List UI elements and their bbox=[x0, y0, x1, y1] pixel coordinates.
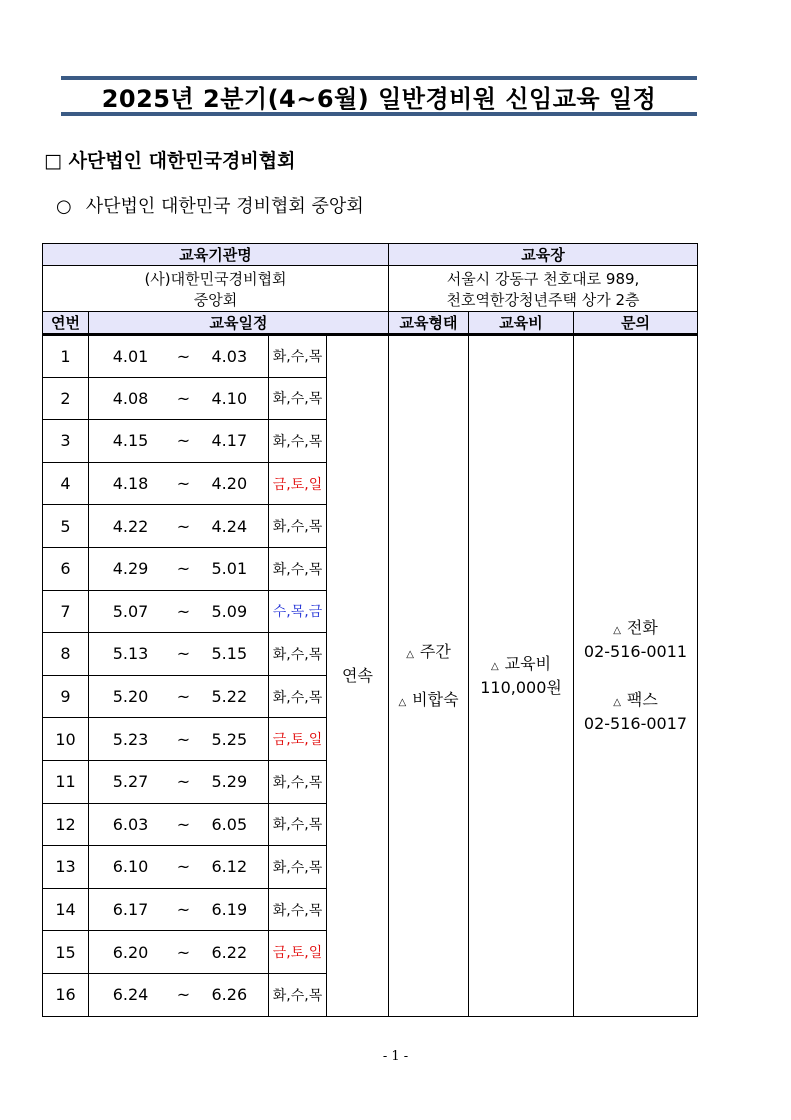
weekdays: 화,수,목 bbox=[269, 760, 327, 803]
row-number: 3 bbox=[43, 420, 89, 463]
date-tilde: ~ bbox=[176, 942, 191, 962]
row-number: 13 bbox=[43, 846, 89, 889]
date-from: 4.29 bbox=[112, 559, 149, 579]
date-from: 5.20 bbox=[112, 687, 149, 707]
date-tilde: ~ bbox=[176, 772, 191, 792]
date-to: 5.25 bbox=[211, 729, 248, 749]
date-to: 5.29 bbox=[211, 772, 248, 792]
phone-label bbox=[574, 616, 697, 640]
date-from: 4.01 bbox=[112, 346, 149, 366]
weekdays: 화,수,목 bbox=[269, 547, 327, 590]
header-org: 교육기관명 bbox=[43, 244, 389, 266]
date-tilde: ~ bbox=[176, 985, 191, 1005]
date-range bbox=[89, 846, 269, 889]
venue-line2: 천호역한강청년주택 상가 2층 bbox=[446, 290, 640, 309]
date-tilde: ~ bbox=[176, 857, 191, 877]
fax-label bbox=[574, 688, 697, 712]
weekdays: 화,수,목 bbox=[269, 377, 327, 420]
date-tilde: ~ bbox=[176, 346, 191, 366]
row-number: 12 bbox=[43, 803, 89, 846]
date-to: 4.03 bbox=[211, 346, 248, 366]
type-item-nonresidential bbox=[389, 688, 468, 712]
sub-heading-text: 사단법인 대한민국 경비협회 중앙회 bbox=[85, 196, 364, 217]
date-tilde: ~ bbox=[176, 814, 191, 834]
date-range bbox=[89, 718, 269, 761]
row-number: 6 bbox=[43, 547, 89, 590]
date-range bbox=[89, 803, 269, 846]
date-to: 4.20 bbox=[211, 474, 248, 494]
date-range bbox=[89, 931, 269, 974]
triangle-bullet-icon: △ bbox=[613, 624, 621, 636]
fax-number: 02-516-0017 bbox=[583, 713, 688, 733]
date-to: 6.05 bbox=[211, 814, 248, 834]
section-heading bbox=[44, 146, 295, 173]
org-name-line2: 중앙회 bbox=[193, 290, 238, 309]
date-from: 5.13 bbox=[112, 644, 149, 664]
weekdays: 화,수,목 bbox=[269, 675, 327, 718]
triangle-bullet-icon: △ bbox=[490, 660, 499, 672]
date-from: 5.07 bbox=[112, 601, 149, 621]
date-to: 6.12 bbox=[211, 857, 248, 877]
date-range bbox=[89, 888, 269, 931]
venue-cell bbox=[389, 266, 698, 312]
date-range bbox=[89, 420, 269, 463]
date-to: 5.22 bbox=[211, 687, 248, 707]
venue-line1: 서울시 강동구 천호대로 989, bbox=[446, 269, 640, 288]
weekdays: 화,수,목 bbox=[269, 633, 327, 676]
header-venue: 교육장 bbox=[389, 244, 698, 266]
date-to: 4.24 bbox=[211, 516, 248, 536]
date-tilde: ~ bbox=[176, 601, 191, 621]
date-from: 6.20 bbox=[112, 942, 149, 962]
triangle-bullet-icon: △ bbox=[406, 648, 414, 660]
type-item-day-text: 주간 bbox=[419, 641, 451, 661]
date-from: 6.17 bbox=[112, 900, 149, 920]
row-number: 4 bbox=[43, 462, 89, 505]
triangle-bullet-icon: △ bbox=[613, 696, 621, 708]
weekdays: 화,수,목 bbox=[269, 335, 327, 378]
weekdays: 화,수,목 bbox=[269, 420, 327, 463]
date-tilde: ~ bbox=[176, 474, 191, 494]
date-to: 4.10 bbox=[211, 388, 248, 408]
row-number: 5 bbox=[43, 505, 89, 548]
date-from: 5.23 bbox=[112, 729, 149, 749]
date-range bbox=[89, 335, 269, 378]
weekdays: 금,토,일 bbox=[269, 718, 327, 761]
date-from: 6.24 bbox=[112, 985, 149, 1005]
date-range bbox=[89, 760, 269, 803]
fee-value: 110,000원 bbox=[480, 677, 562, 697]
date-range bbox=[89, 505, 269, 548]
col-header-schedule: 교육일정 bbox=[89, 312, 389, 335]
row-number: 15 bbox=[43, 931, 89, 974]
date-range bbox=[89, 675, 269, 718]
date-tilde: ~ bbox=[176, 516, 191, 536]
weekdays: 금,토,일 bbox=[269, 931, 327, 974]
date-to: 5.01 bbox=[211, 559, 248, 579]
type-mode-cell: 연속 bbox=[327, 335, 389, 1017]
fee-label-text: 교육비 bbox=[504, 653, 552, 673]
row-number: 16 bbox=[43, 973, 89, 1016]
row-number: 8 bbox=[43, 633, 89, 676]
sub-heading bbox=[56, 192, 364, 218]
schedule-table bbox=[42, 243, 698, 1017]
date-to: 6.22 bbox=[211, 942, 248, 962]
date-to: 6.26 bbox=[211, 985, 248, 1005]
row-number: 14 bbox=[43, 888, 89, 931]
date-range bbox=[89, 547, 269, 590]
date-range bbox=[89, 377, 269, 420]
contact-cell bbox=[574, 335, 698, 1017]
date-to: 5.09 bbox=[211, 601, 248, 621]
col-header-fee: 교육비 bbox=[469, 312, 574, 335]
circle-bullet-icon: ○ bbox=[56, 196, 72, 217]
weekdays: 화,수,목 bbox=[269, 846, 327, 889]
page-number: - 1 - bbox=[382, 1049, 409, 1064]
date-from: 4.08 bbox=[112, 388, 149, 408]
date-tilde: ~ bbox=[176, 900, 191, 920]
table-row bbox=[43, 335, 698, 378]
date-from: 6.03 bbox=[112, 814, 149, 834]
date-tilde: ~ bbox=[176, 644, 191, 664]
date-to: 6.19 bbox=[211, 900, 248, 920]
type-item-day bbox=[389, 640, 468, 664]
col-header-contact: 문의 bbox=[574, 312, 698, 335]
checkbox-square-icon: □ bbox=[44, 150, 62, 172]
date-from: 4.15 bbox=[112, 431, 149, 451]
org-name-line1: (사)대한민국경비협회 bbox=[144, 269, 287, 288]
org-name-cell bbox=[43, 266, 389, 312]
date-tilde: ~ bbox=[176, 431, 191, 451]
date-from: 4.18 bbox=[112, 474, 149, 494]
weekdays: 화,수,목 bbox=[269, 973, 327, 1016]
document-title-box bbox=[61, 76, 697, 116]
row-number: 1 bbox=[43, 335, 89, 378]
date-from: 5.27 bbox=[112, 772, 149, 792]
phone-number: 02-516-0011 bbox=[583, 641, 688, 661]
date-to: 4.17 bbox=[211, 431, 248, 451]
date-from: 6.10 bbox=[112, 857, 149, 877]
fee-label bbox=[469, 652, 573, 676]
date-tilde: ~ bbox=[176, 559, 191, 579]
weekdays: 화,수,목 bbox=[269, 888, 327, 931]
fee-cell bbox=[469, 335, 574, 1017]
date-from: 4.22 bbox=[112, 516, 149, 536]
row-number: 10 bbox=[43, 718, 89, 761]
col-header-no: 연번 bbox=[43, 312, 89, 335]
row-number: 9 bbox=[43, 675, 89, 718]
date-tilde: ~ bbox=[176, 388, 191, 408]
document-title: 2025년 2분기(4~6월) 일반경비원 신임교육 일정 bbox=[101, 84, 657, 113]
date-range bbox=[89, 633, 269, 676]
phone-label-text: 전화 bbox=[626, 617, 658, 637]
type-detail-cell bbox=[389, 335, 469, 1017]
date-to: 5.15 bbox=[211, 644, 248, 664]
weekdays: 금,토,일 bbox=[269, 462, 327, 505]
row-number: 2 bbox=[43, 377, 89, 420]
weekdays: 화,수,목 bbox=[269, 803, 327, 846]
type-item-nonresidential-text: 비합숙 bbox=[412, 689, 459, 709]
col-header-type: 교육형태 bbox=[389, 312, 469, 335]
date-range bbox=[89, 590, 269, 633]
weekdays: 화,수,목 bbox=[269, 505, 327, 548]
weekdays: 수,목,금 bbox=[269, 590, 327, 633]
row-number: 7 bbox=[43, 590, 89, 633]
date-range bbox=[89, 462, 269, 505]
date-range bbox=[89, 973, 269, 1016]
date-tilde: ~ bbox=[176, 687, 191, 707]
date-tilde: ~ bbox=[176, 729, 191, 749]
triangle-bullet-icon: △ bbox=[398, 696, 407, 708]
fax-label-text: 팩스 bbox=[626, 689, 658, 709]
row-number: 11 bbox=[43, 760, 89, 803]
section-heading-text: 사단법인 대한민국경비협회 bbox=[68, 150, 296, 172]
